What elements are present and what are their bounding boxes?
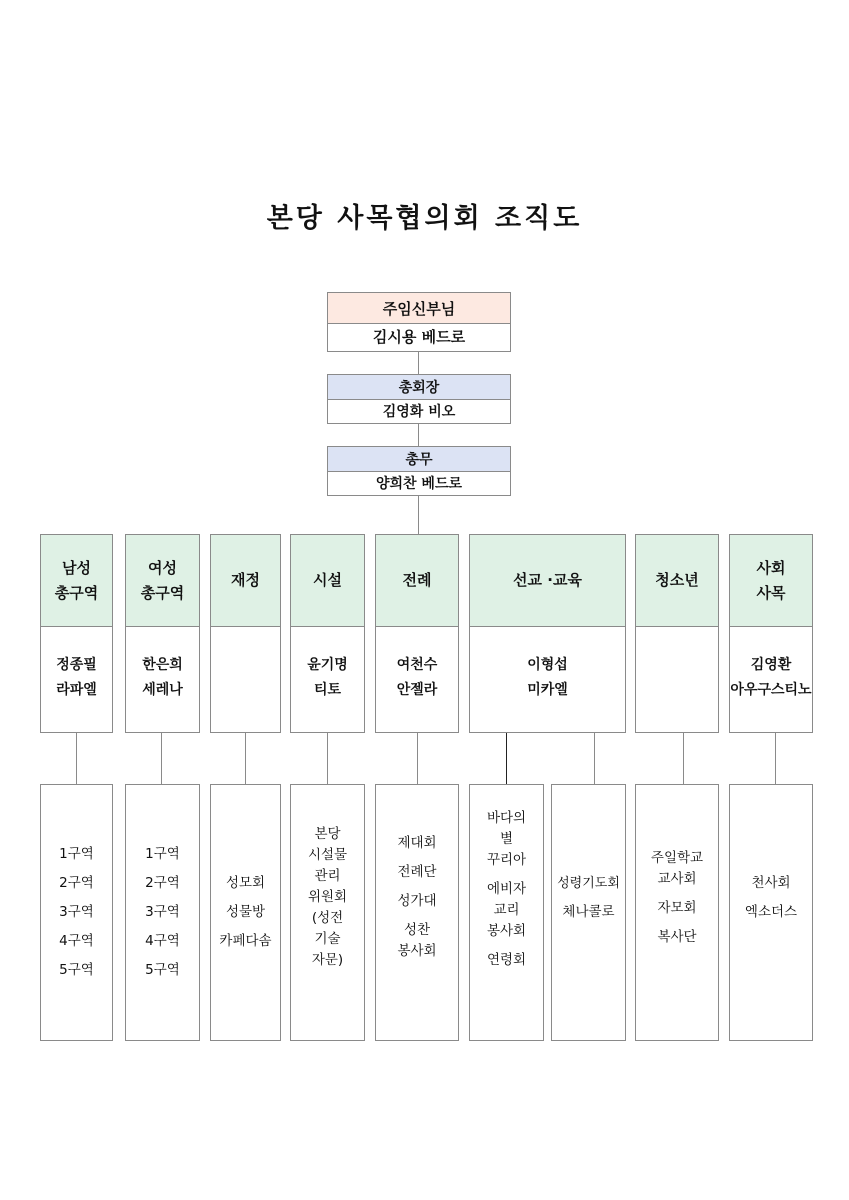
- text-line: 라파엘: [56, 682, 97, 698]
- text-line: 교사회: [657, 870, 697, 887]
- text-line: 사회: [756, 558, 786, 577]
- text-line: 티토: [313, 682, 342, 698]
- connector-line: [418, 424, 419, 446]
- connector-line: [775, 733, 776, 784]
- group-box: [635, 784, 719, 1041]
- text-line: 체나콜로: [562, 903, 615, 920]
- text-line: 성모회: [225, 875, 266, 891]
- text-line: 봉사회: [397, 943, 437, 959]
- text-line: 이형섭: [527, 657, 568, 673]
- connector-line: [594, 733, 595, 784]
- text-line: 여천수: [396, 657, 438, 673]
- department-leader: [211, 625, 280, 732]
- text-line: 2구역: [59, 875, 94, 891]
- text-line: 청소년: [655, 571, 699, 589]
- text-line: 5구역: [59, 962, 94, 978]
- text-line: 윤기명: [307, 657, 348, 673]
- text-line: 카페다솜: [219, 933, 272, 949]
- department-title: [211, 535, 280, 627]
- text-line: 에비자: [486, 881, 527, 897]
- text-line: 전례: [402, 571, 432, 589]
- text-line: 주일학교: [650, 849, 704, 866]
- text-line: 바다의: [486, 810, 527, 826]
- text-line: 전례단: [397, 864, 437, 880]
- president-role: 총회장: [328, 375, 510, 400]
- secretary-name: 양희찬 베드로: [375, 475, 463, 492]
- president-box: [327, 374, 511, 424]
- text-line: 1구역: [59, 846, 94, 862]
- text-line: 연령회: [486, 952, 527, 968]
- group-box: [40, 784, 113, 1041]
- department-title: [636, 535, 718, 627]
- connector-line: [76, 733, 77, 784]
- group-box: [290, 784, 365, 1041]
- group-box: [125, 784, 200, 1041]
- pastor-name: 김시용 베드로: [372, 328, 466, 346]
- text-line: 시설물: [307, 847, 348, 863]
- text-line: 관리: [314, 868, 341, 884]
- text-line: 3구역: [59, 904, 94, 920]
- secretary-box: [327, 446, 511, 496]
- text-line: 한은희: [142, 657, 183, 673]
- text-line: 정종필: [56, 657, 97, 673]
- connector-line: [417, 733, 418, 784]
- text-line: 4구역: [145, 933, 180, 949]
- department-title: [291, 535, 364, 627]
- text-line: 4구역: [59, 933, 94, 949]
- group-box: [469, 784, 544, 1041]
- text-line: 1구역: [145, 846, 180, 862]
- text-line: 총구역: [54, 583, 99, 602]
- text-line: 아우구스티노: [730, 682, 812, 698]
- connector-line: [245, 733, 246, 784]
- department-leader: [730, 625, 812, 732]
- department-box: [729, 534, 813, 733]
- text-line: 여성: [148, 558, 177, 577]
- text-line: 위원회: [307, 889, 348, 905]
- department-box: [375, 534, 459, 733]
- text-line: 제대회: [397, 835, 437, 851]
- connector-line: [327, 733, 328, 784]
- department-box: [125, 534, 200, 733]
- text-line: 성찬: [403, 922, 431, 938]
- secretary-role: 총무: [328, 447, 510, 472]
- department-title: [730, 535, 812, 627]
- department-box: [210, 534, 281, 733]
- text-line: 천사회: [751, 874, 791, 891]
- text-line: 2구역: [145, 875, 180, 891]
- page-title: 본당 사목협의회 조직도: [266, 203, 583, 234]
- connector-line: [683, 733, 684, 784]
- department-leader: [376, 625, 458, 732]
- group-box: [729, 784, 813, 1041]
- text-line: 성령기도회: [557, 875, 620, 891]
- department-box: [635, 534, 719, 733]
- text-line: 성물방: [225, 904, 266, 920]
- department-title: [126, 535, 199, 627]
- text-line: (성전: [311, 910, 344, 926]
- pastor-role: 주임신부님: [328, 293, 510, 324]
- text-line: 자모회: [657, 899, 697, 916]
- president-name: 김영화 비오: [382, 403, 456, 420]
- text-line: 시설: [313, 571, 342, 589]
- pastor-box: [327, 292, 511, 352]
- text-line: 봉사회: [486, 923, 527, 939]
- text-line: 별: [499, 831, 514, 847]
- text-line: 5구역: [145, 962, 180, 978]
- text-line: 남성: [62, 558, 91, 577]
- text-line: 기술: [314, 931, 341, 947]
- department-title: [376, 535, 458, 627]
- connector-line: [161, 733, 162, 784]
- department-leader: [470, 625, 625, 732]
- text-line: 복사단: [657, 928, 697, 945]
- department-leader: [636, 625, 718, 732]
- department-box: [40, 534, 113, 733]
- group-box: [551, 784, 626, 1041]
- text-line: 본당: [314, 826, 341, 842]
- group-box: [375, 784, 459, 1041]
- text-line: 엑소더스: [744, 903, 798, 920]
- text-line: 사목: [756, 583, 786, 602]
- group-box: [210, 784, 281, 1041]
- text-line: 총구역: [140, 583, 185, 602]
- text-line: 선교 ·교육: [513, 571, 582, 589]
- text-line: 꾸리아: [486, 852, 527, 868]
- connector-line: [418, 496, 419, 534]
- department-box: [290, 534, 365, 733]
- text-line: 안젤라: [396, 682, 438, 698]
- department-box: [469, 534, 626, 733]
- text-line: 3구역: [145, 904, 180, 920]
- department-title: [41, 535, 112, 627]
- text-line: 교리: [493, 902, 520, 918]
- connector-line: [418, 352, 419, 374]
- department-leader: [126, 625, 199, 732]
- connector-line: [506, 733, 507, 784]
- department-leader: [291, 625, 364, 732]
- text-line: 미카엘: [527, 682, 568, 698]
- text-line: 김영환: [750, 657, 792, 673]
- text-line: 재정: [231, 571, 260, 589]
- text-line: 자문): [311, 952, 344, 968]
- department-title: [470, 535, 625, 627]
- department-leader: [41, 625, 112, 732]
- text-line: 세레나: [142, 682, 183, 698]
- text-line: 성가대: [397, 893, 437, 909]
